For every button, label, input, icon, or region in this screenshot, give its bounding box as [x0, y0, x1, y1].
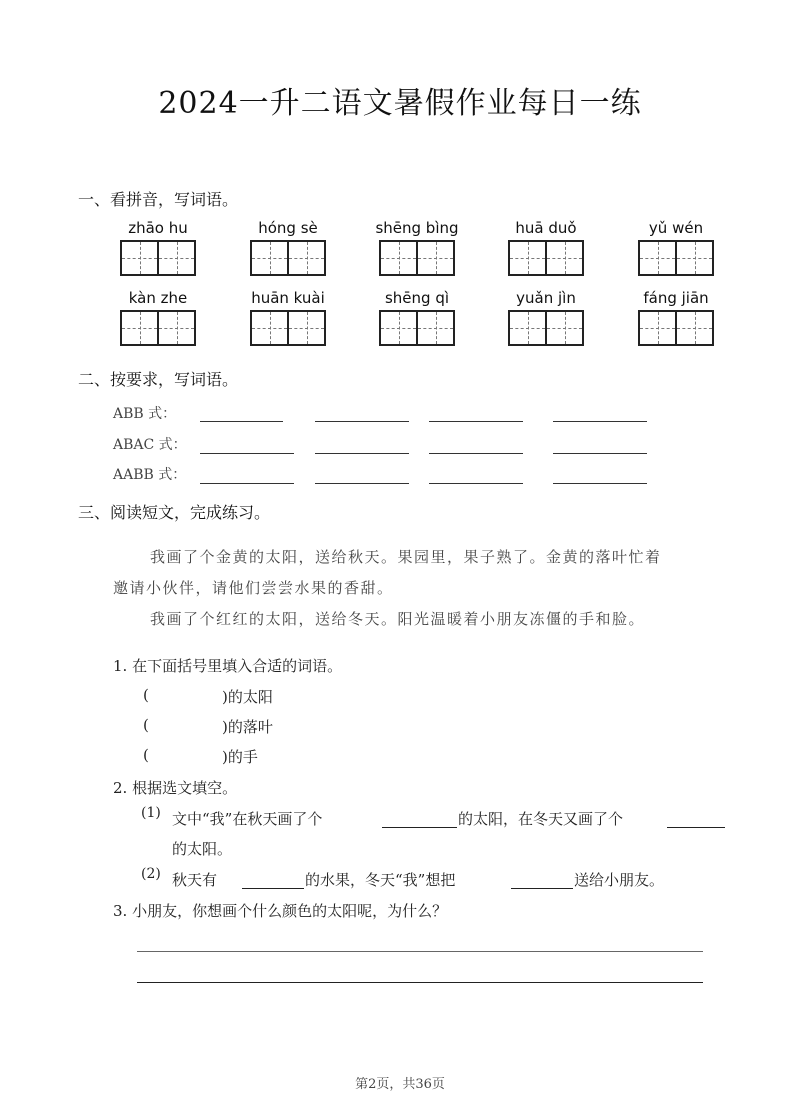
sub-question-text: 的太阳。 — [172, 840, 233, 858]
answer-blank[interactable] — [511, 887, 573, 889]
answer-line[interactable] — [137, 981, 703, 983]
writing-grid[interactable] — [120, 240, 196, 276]
writing-grid[interactable] — [508, 310, 584, 346]
open-paren: ( — [143, 746, 149, 764]
pinyin-label: zhāo hu — [128, 219, 188, 237]
question-3: 3. 小朋友，你想画个什么颜色的太阳呢，为什么？ — [113, 902, 448, 920]
pinyin-label: shēng qì — [384, 289, 450, 307]
sub-question-number: (2) — [141, 866, 161, 882]
pinyin-label: shēng bìng — [375, 219, 459, 237]
question-1: 1. 在下面括号里填入合适的词语。 — [113, 657, 343, 675]
writing-grid[interactable] — [250, 310, 326, 346]
answer-blank[interactable] — [667, 826, 725, 828]
answer-blank[interactable] — [200, 452, 294, 454]
pinyin-label: huān kuài — [251, 289, 325, 307]
writing-grid[interactable] — [379, 310, 455, 346]
passage-line: 我画了个红红的太阳，送给冬天。阳光温暖着小朋友冻僵的手和脸。 — [150, 610, 646, 628]
answer-blank[interactable] — [315, 482, 409, 484]
passage-line: 邀请小伙伴，请他们尝尝水果的香甜。 — [113, 579, 394, 597]
fill-item: )的太阳 — [222, 688, 273, 706]
sub-question-text: 的水果，冬天“我”想把 — [305, 871, 456, 889]
answer-blank[interactable] — [553, 452, 647, 454]
answer-blank[interactable] — [553, 420, 647, 422]
abb-label: ABB 式： — [113, 406, 177, 422]
answer-blank[interactable] — [242, 887, 304, 889]
open-paren: ( — [143, 686, 149, 704]
sub-question-number: (1) — [141, 805, 161, 821]
sub-question-text: 送给小朋友。 — [574, 871, 665, 889]
answer-line[interactable] — [137, 950, 703, 952]
answer-blank[interactable] — [315, 452, 409, 454]
answer-blank[interactable] — [429, 452, 523, 454]
writing-grid[interactable] — [638, 310, 714, 346]
section3-heading: 三、阅读短文，完成练习。 — [78, 503, 271, 522]
answer-blank[interactable] — [315, 420, 409, 422]
pinyin-label: yuǎn jìn — [516, 289, 576, 307]
passage-line: 我画了个金黄的太阳，送给秋天。果园里，果子熟了。金黄的落叶忙着 — [150, 548, 662, 566]
abac-label: ABAC 式： — [113, 437, 187, 453]
fill-item: )的落叶 — [222, 718, 273, 736]
question-2: 2. 根据选文填空。 — [113, 779, 238, 797]
writing-grid[interactable] — [250, 240, 326, 276]
sub-question-text: 的太阳，在冬天又画了个 — [458, 810, 624, 828]
pinyin-label: yǔ wén — [648, 219, 704, 237]
page-number: 第2页，共36页 — [355, 1077, 445, 1092]
writing-grid[interactable] — [638, 240, 714, 276]
section1-heading: 一、看拼音，写词语。 — [78, 190, 239, 209]
page-title: 2024一升二语文暑假作业每日一练 — [158, 86, 642, 121]
writing-grid[interactable] — [120, 310, 196, 346]
sub-question-text: 文中“我”在秋天画了个 — [172, 810, 323, 828]
pinyin-label: huā duǒ — [515, 219, 577, 237]
fill-item: )的手 — [222, 748, 258, 766]
answer-blank[interactable] — [429, 482, 523, 484]
answer-blank[interactable] — [429, 420, 523, 422]
answer-blank[interactable] — [553, 482, 647, 484]
pinyin-label: kàn zhe — [128, 289, 188, 307]
writing-grid[interactable] — [508, 240, 584, 276]
sub-question-text: 秋天有 — [172, 871, 218, 889]
pinyin-label: hóng sè — [258, 219, 318, 237]
answer-blank[interactable] — [200, 420, 283, 422]
pinyin-label: fáng jiān — [643, 289, 709, 307]
answer-blank[interactable] — [382, 826, 457, 828]
writing-grid[interactable] — [379, 240, 455, 276]
open-paren: ( — [143, 716, 149, 734]
section2-heading: 二、按要求，写词语。 — [78, 370, 239, 389]
aabb-label: AABB 式： — [113, 467, 187, 483]
answer-blank[interactable] — [200, 482, 294, 484]
